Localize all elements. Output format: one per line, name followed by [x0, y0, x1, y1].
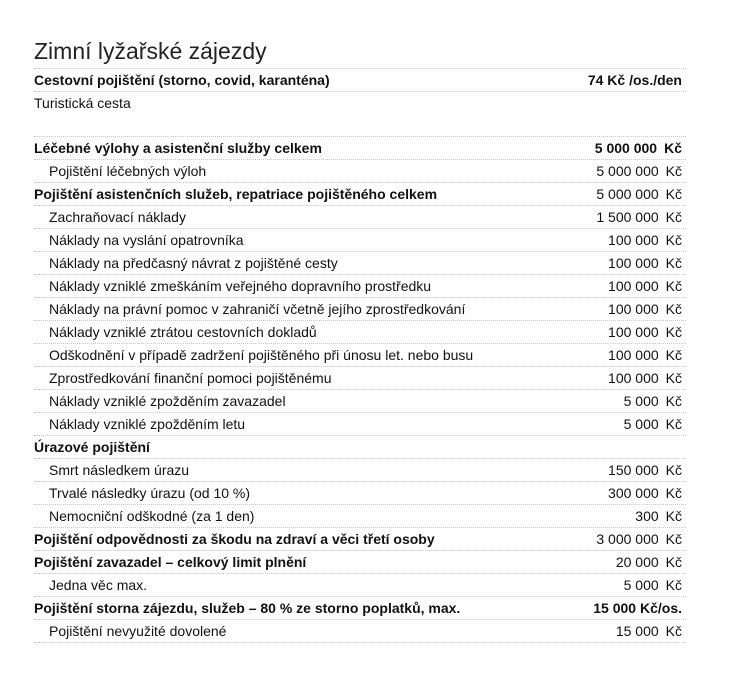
- coverage-label: Náklady vzniklé zmeškáním veřejného dopravního prostředku: [49, 278, 432, 294]
- coverage-label: Náklady na předčasný návrat z pojištěné cesty: [49, 255, 338, 271]
- coverage-amount: 5 000 000: [596, 163, 659, 179]
- coverage-label: Zachraňovací náklady: [49, 209, 186, 225]
- coverage-label: Nemocniční odškodné (za 1 den): [49, 508, 255, 524]
- coverage-amount: 5 000 000: [596, 186, 659, 202]
- coverage-value: [635, 505, 686, 527]
- coverage-label: Pojištění nevyužité dovolené: [49, 623, 227, 639]
- coverage-label: Pojištění léčebných výloh: [49, 163, 207, 179]
- currency-unit: Kč: [665, 347, 682, 363]
- coverage-table: [34, 137, 686, 643]
- coverage-amount: 1 500 000: [596, 209, 659, 225]
- table-row: [34, 183, 686, 206]
- header-row: [34, 68, 686, 92]
- coverage-value: [608, 252, 686, 274]
- table-row: [34, 597, 686, 620]
- currency-unit: Kč: [665, 393, 682, 409]
- coverage-label: Pojištění odpovědnosti za škodu na zdraví a věci třetí osoby: [34, 531, 435, 547]
- currency-unit: Kč: [665, 623, 682, 639]
- coverage-amount: 3 000 000: [596, 531, 659, 547]
- table-row: [34, 344, 686, 367]
- coverage-label: Trvalé následky úrazu (od 10 %): [49, 485, 251, 501]
- coverage-label: Náklady na vyslání opatrovníka: [49, 232, 244, 248]
- coverage-value: [596, 160, 686, 182]
- coverage-amount: 100 000: [608, 347, 659, 363]
- table-row: [34, 298, 686, 321]
- coverage-value: [608, 229, 686, 251]
- table-row: [34, 620, 686, 643]
- coverage-amount: 100 000: [608, 232, 659, 248]
- table-row: [34, 551, 686, 574]
- insurance-document: [34, 37, 686, 643]
- note-row: [34, 92, 686, 114]
- coverage-label: Náklady vzniklé zpožděním letu: [49, 416, 246, 432]
- currency-unit: Kč: [665, 209, 682, 225]
- coverage-value: [608, 298, 686, 320]
- coverage-amount: 20 000: [615, 554, 659, 570]
- coverage-amount: 15 000: [615, 623, 659, 639]
- coverage-label: Léčebné výlohy a asistenční služby celkem: [34, 140, 322, 156]
- table-row: [34, 137, 686, 160]
- currency-unit: Kč: [665, 186, 682, 202]
- coverage-value: [624, 413, 686, 435]
- coverage-value: [608, 482, 686, 504]
- coverage-value: [608, 459, 686, 481]
- coverage-value: [608, 344, 686, 366]
- currency-unit: Kč: [665, 554, 682, 570]
- coverage-label: Náklady vzniklé ztrátou cestovních dokladů: [49, 324, 317, 340]
- trip-type-note: Turistická cesta: [34, 95, 131, 111]
- coverage-label: Odškodnění v případě zadržení pojištěného při únosu let. nebo busu: [49, 347, 474, 363]
- header-label: Cestovní pojištění (storno, covid, karanténa): [34, 72, 330, 88]
- currency-unit: Kč: [665, 485, 682, 501]
- coverage-value: [595, 137, 686, 159]
- table-row: [34, 367, 686, 390]
- table-row: [34, 275, 686, 298]
- currency-unit: Kč: [665, 232, 682, 248]
- table-row: [34, 413, 686, 436]
- coverage-label: Úrazové pojištění: [34, 439, 150, 455]
- coverage-amount: 100 000: [608, 301, 659, 317]
- coverage-amount: 150 000: [608, 462, 659, 478]
- coverage-amount: 100 000: [608, 255, 659, 271]
- currency-unit: Kč: [665, 163, 682, 179]
- coverage-label: Pojištění zavazadel – celkový limit plnění: [34, 554, 307, 570]
- table-row: [34, 482, 686, 505]
- coverage-label: Pojištění asistenčních služeb, repatriace pojištěného celkem: [34, 186, 438, 202]
- coverage-value: [624, 574, 686, 596]
- coverage-amount: 15 000 Kč/os.: [593, 600, 682, 616]
- coverage-value: [608, 275, 686, 297]
- currency-unit: Kč: [664, 140, 682, 156]
- header-value: 74 Kč /os./den: [587, 72, 682, 88]
- coverage-value: [596, 206, 686, 228]
- coverage-value: [616, 620, 686, 642]
- table-row: [34, 229, 686, 252]
- currency-unit: Kč: [665, 577, 682, 593]
- currency-unit: Kč: [665, 508, 682, 524]
- coverage-value: [608, 321, 686, 343]
- coverage-value: [608, 367, 686, 389]
- currency-unit: Kč: [665, 462, 682, 478]
- coverage-amount: 5 000: [623, 416, 659, 432]
- coverage-value: [593, 597, 686, 619]
- table-row: [34, 206, 686, 229]
- coverage-amount: 100 000: [608, 324, 659, 340]
- coverage-value: [624, 390, 686, 412]
- coverage-label: Náklady vzniklé zpožděním zavazadel: [49, 393, 286, 409]
- table-row: [34, 459, 686, 482]
- table-row: [34, 160, 686, 183]
- currency-unit: Kč: [665, 324, 682, 340]
- currency-unit: Kč: [665, 278, 682, 294]
- currency-unit: Kč: [665, 416, 682, 432]
- currency-unit: Kč: [665, 301, 682, 317]
- coverage-amount: 5 000: [623, 393, 659, 409]
- table-row: [34, 436, 686, 459]
- coverage-label: Náklady na právní pomoc v zahraničí včetně jejího zprostředkování: [49, 301, 466, 317]
- table-row: [34, 574, 686, 597]
- coverage-label: Pojištění storna zájezdu, služeb – 80 % ze storno poplatků, max.: [34, 600, 461, 616]
- coverage-value: [616, 551, 686, 573]
- currency-unit: Kč: [665, 255, 682, 271]
- currency-unit: Kč: [665, 531, 682, 547]
- coverage-amount: 5 000: [623, 577, 659, 593]
- coverage-amount: 300 000: [608, 485, 659, 501]
- section-spacer: [34, 114, 686, 137]
- table-row: [34, 505, 686, 528]
- coverage-amount: 300: [635, 508, 659, 524]
- coverage-label: Jedna věc max.: [49, 577, 148, 593]
- coverage-value: [596, 183, 686, 205]
- page-title: Zimní lyžařské zájezdy: [34, 38, 267, 64]
- coverage-label: Smrt následkem úrazu: [49, 462, 190, 478]
- coverage-value: [596, 528, 686, 550]
- coverage-amount: 100 000: [608, 370, 659, 386]
- currency-unit: Kč: [665, 370, 682, 386]
- coverage-label: Zprostředkování finanční pomoci pojištěnému: [49, 370, 332, 386]
- table-row: [34, 390, 686, 413]
- table-row: [34, 528, 686, 551]
- table-row: [34, 252, 686, 275]
- coverage-amount: 100 000: [608, 278, 659, 294]
- coverage-amount: 5 000 000: [594, 140, 658, 156]
- table-row: [34, 321, 686, 344]
